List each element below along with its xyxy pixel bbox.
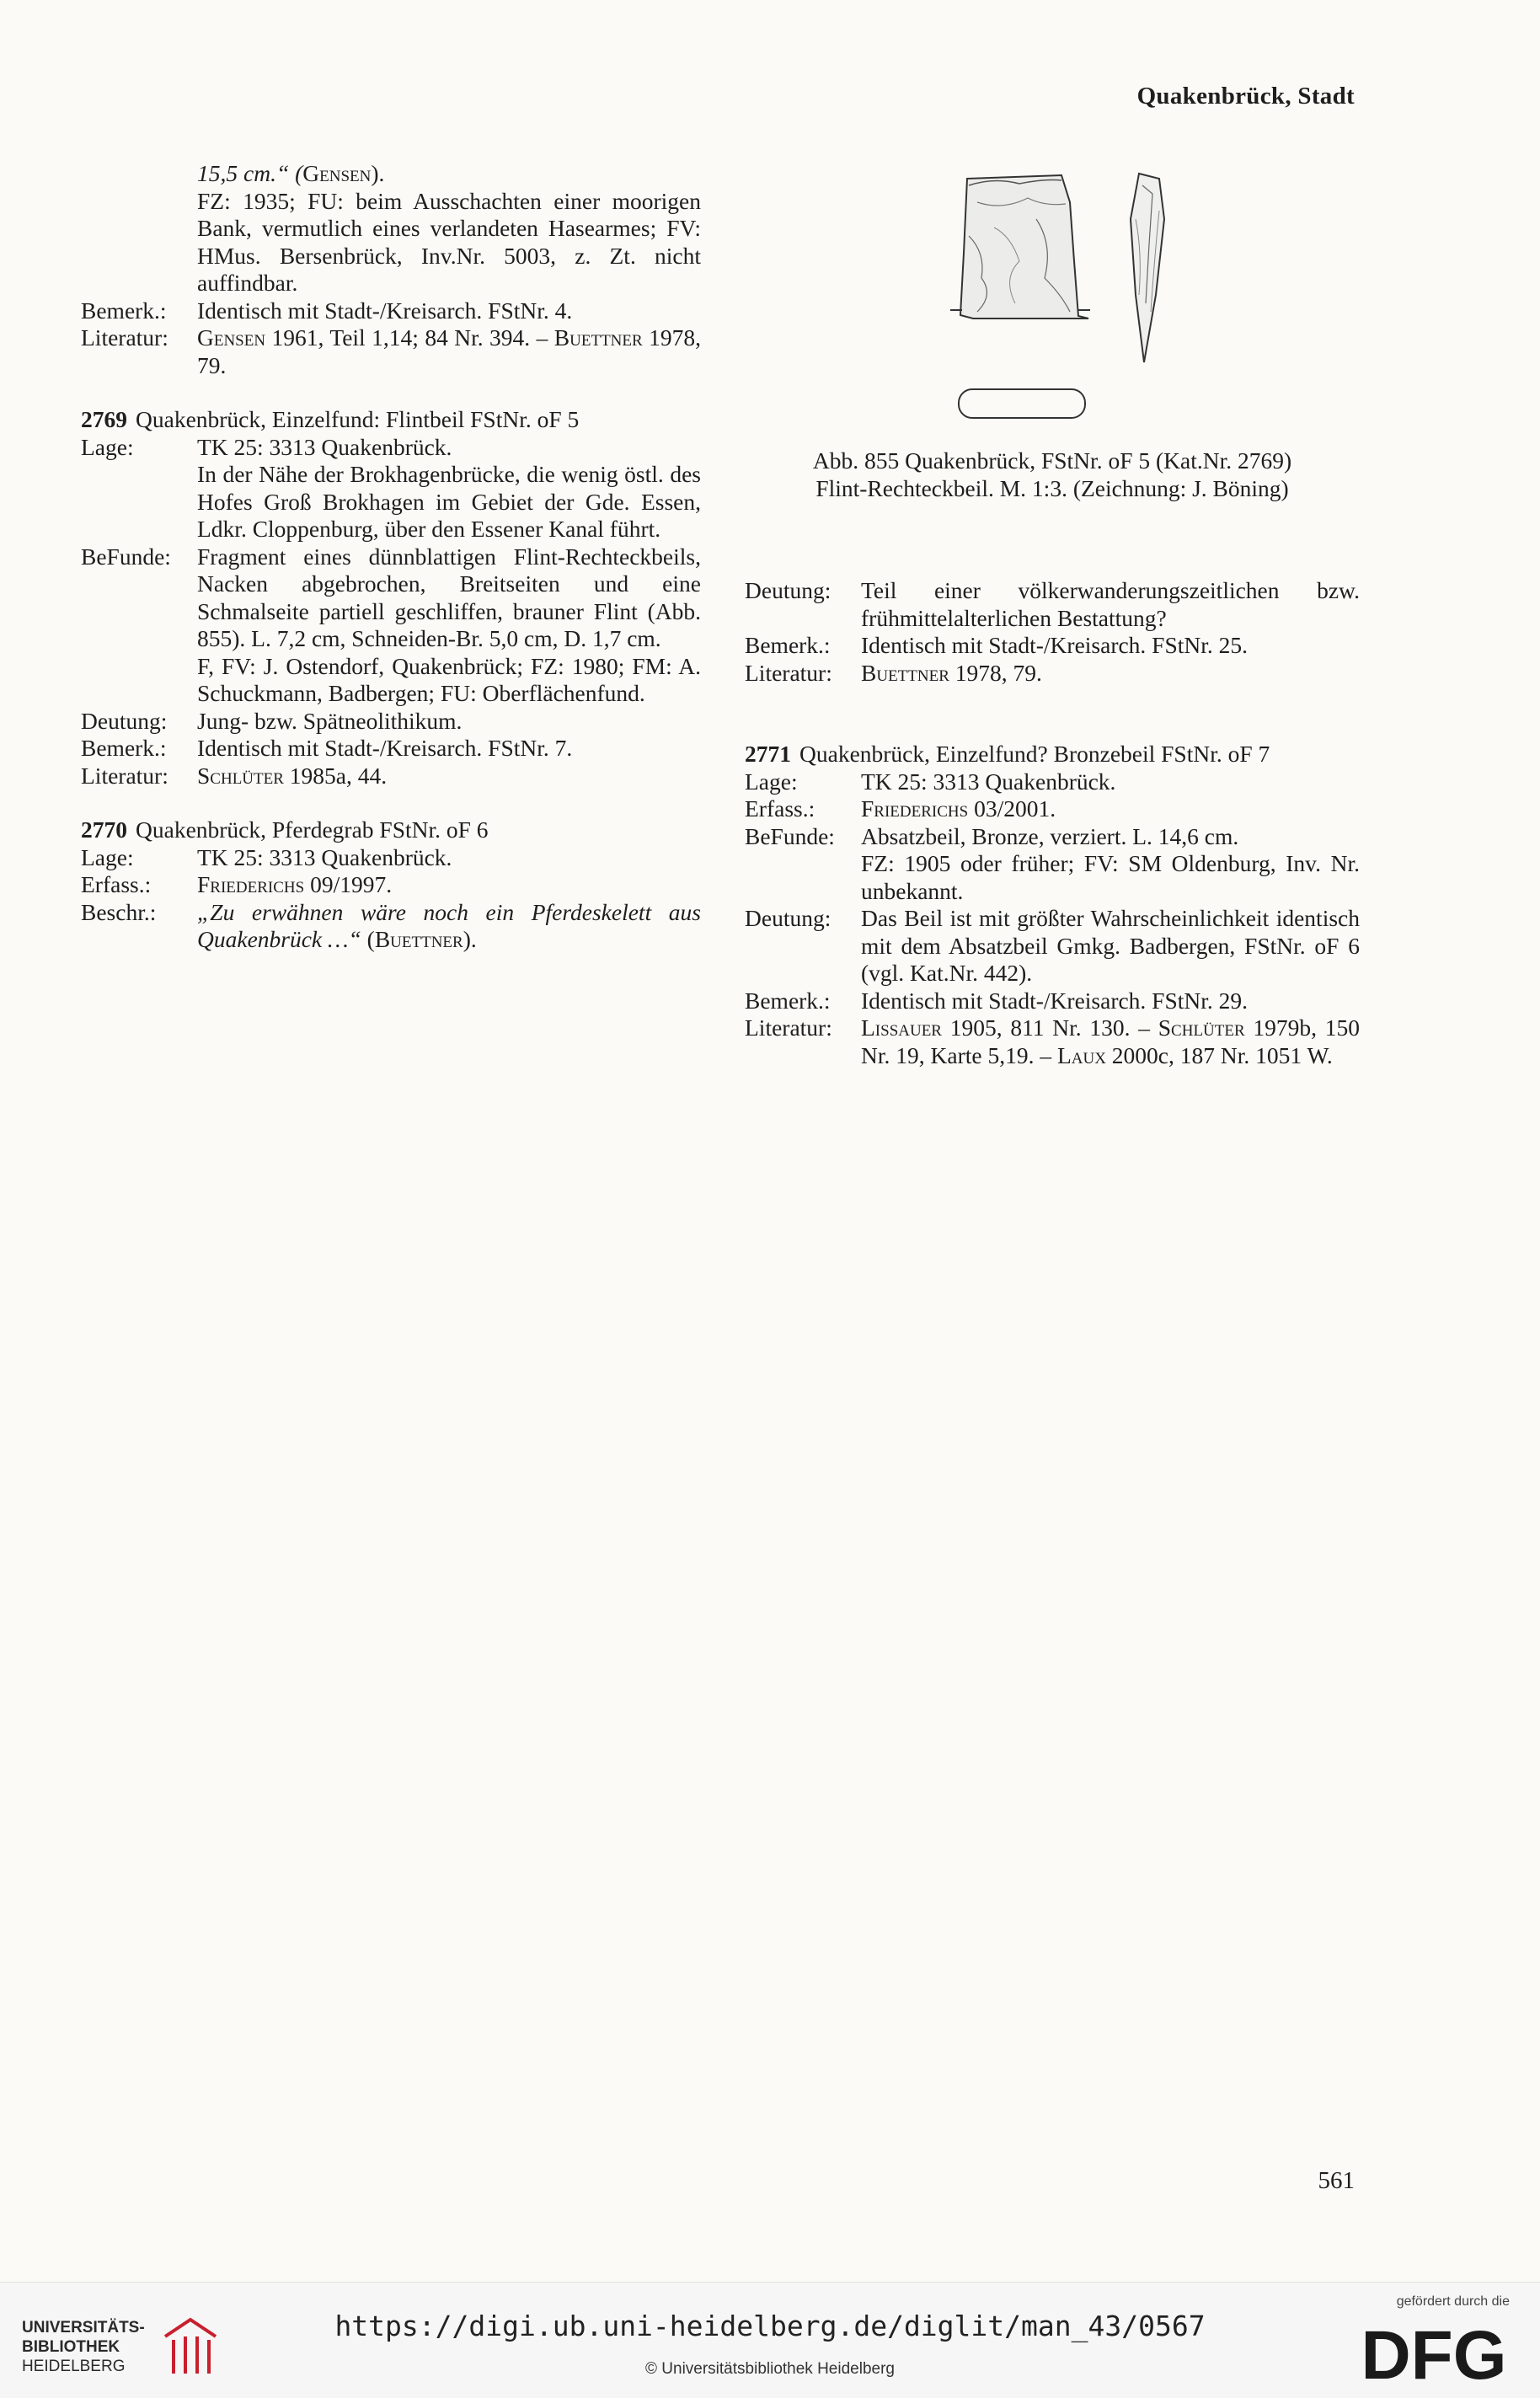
- entry-number: 2769: [81, 406, 127, 432]
- entry-2770: 2770 Quakenbrück, Pferdegrab FStNr. oF 6 Lage: TK 25: 3313 Quakenbrück. Erfass.: Friederichs 09/1997. Beschr.: „Zu erwähnen wäre noch ein Pferdeskelett aus Quakenbrück …“ (Buettner).: [81, 816, 701, 952]
- entry-number: 2770: [81, 816, 127, 843]
- funder-block: [1358, 2294, 1510, 2387]
- find-details: FZ: 1935; FU: beim Ausschachten einer moorigen Bank, vermutlich eines verlandeten Hasearmes; FV: HMus. Bersenbrück, Inv.Nr. 5003, z. Zt. nicht auffindbar.: [197, 187, 701, 296]
- document-url-link[interactable]: https://digi.ub.uni-heidelberg.de/diglit/man_43/0567: [334, 2310, 1206, 2342]
- interpretation-row: Deutung: Teil einer völkerwanderungszeitlichen bzw. frühmittelalterlichen Bestattung?: [745, 577, 1360, 631]
- figure-caption: Abb. 855 Quakenbrück, FStNr. oF 5 (Kat.Nr. 2769) Flint-Rechteckbeil. M. 1:3. (Zeichnung: J. Böning): [812, 447, 1292, 501]
- entry-title: Quakenbrück, Pferdegrab FStNr. oF 6: [136, 816, 489, 843]
- literature-row: Literatur: Buettner 1978, 79.: [745, 659, 1042, 686]
- entry-2769: 2769 Quakenbrück, Einzelfund: Flintbeil FStNr. oF 5 Lage: TK 25: 3313 Quakenbrück. In der Nähe der Brokhagenbrücke, die wenig östl. des Hofes Groß Brokhagen im Gebiet der Gde. Essen, Ldkr. Cloppenburg, über den Essener Kanal führt. BeFunde: Fragment eines dünnblattigen Flint-Rechteckbeils, Nacken abgebrochen, Breitseiten und eine Schmalseite partiell geschliffen, brauner Flint (Abb. 855). L. 7,2 cm, Schneiden-Br. 5,0 cm, D. 1,7 cm. F, FV: J. Ostendorf, Quakenbrück; FZ: 1980; FM: A. Schuckmann, Badbergen; FU: Oberflächenfund. Deutung: Jung- bzw. Spätneolithikum. Bemerk.: Identisch mit Stadt-/Kreisarch. FStNr. 7. Literatur: Schlüter 1985a, 44.: [81, 406, 701, 789]
- entry-number: 2771: [745, 741, 791, 767]
- page-number: 561: [1318, 2167, 1355, 2194]
- literature-row: Literatur: Gensen 1961, Teil 1,14; 84 Nr. 394. – Buettner 1978, 79.: [81, 324, 701, 378]
- running-head: Quakenbrück, Stadt: [1136, 83, 1355, 110]
- flint-axe-drawing: [944, 169, 1196, 430]
- copyright-text: © Universitätsbibliothek Heidelberg: [645, 2360, 895, 2378]
- library-name: UNIVERSITÄTS- BIBLIOTHEK HEIDELBERG: [22, 2319, 145, 2375]
- dfg-logo-text: DFG: [1361, 2320, 1507, 2385]
- entry-title: Quakenbrück, Einzelfund? Bronzebeil FStNr. oF 7: [799, 741, 1270, 767]
- remark-row: Bemerk.: Identisch mit Stadt-/Kreisarch. FStNr. 4.: [81, 297, 573, 324]
- continued-text: 15,5 cm.“ (Gensen).: [197, 160, 385, 186]
- entry-2771: 2771 Quakenbrück, Einzelfund? Bronzebeil FStNr. oF 7 Lage: TK 25: 3313 Quakenbrück. Erfass.: Friederichs 03/2001. BeFunde: Absatzbeil, Bronze, verziert. L. 14,6 cm. FZ: 1905 oder früher; FV: SM Oldenburg, Inv. Nr. unbekannt. Deutung: Das Beil ist mit größter Wahrscheinlichkeit identisch mit dem Absatzbeil Gmkg. Badbergen, FStNr. oF 6 (vgl. Kat.Nr. 442). Bemerk.: Identisch mit Stadt-/Kreisarch. FStNr. 29. Literatur: Lissauer 1905, 811 Nr. 130. – Schlüter 1979b, 150 Nr. 19, Karte 5,19. – Laux 2000c, 187 Nr. 1051 W.: [745, 741, 1360, 1068]
- entry-title: Quakenbrück, Einzelfund: Flintbeil FStNr. oF 5: [136, 406, 580, 432]
- viewer-footer: [0, 2282, 1540, 2398]
- axe-drawing-svg: [944, 169, 1196, 430]
- right-column: [745, 577, 1360, 1069]
- funding-label: gefördert durch die: [1396, 2294, 1510, 2309]
- dfg-logo-icon: [1358, 2320, 1510, 2385]
- left-column: [81, 160, 701, 954]
- remark-row: Bemerk.: Identisch mit Stadt-/Kreisarch. FStNr. 25.: [745, 632, 1249, 658]
